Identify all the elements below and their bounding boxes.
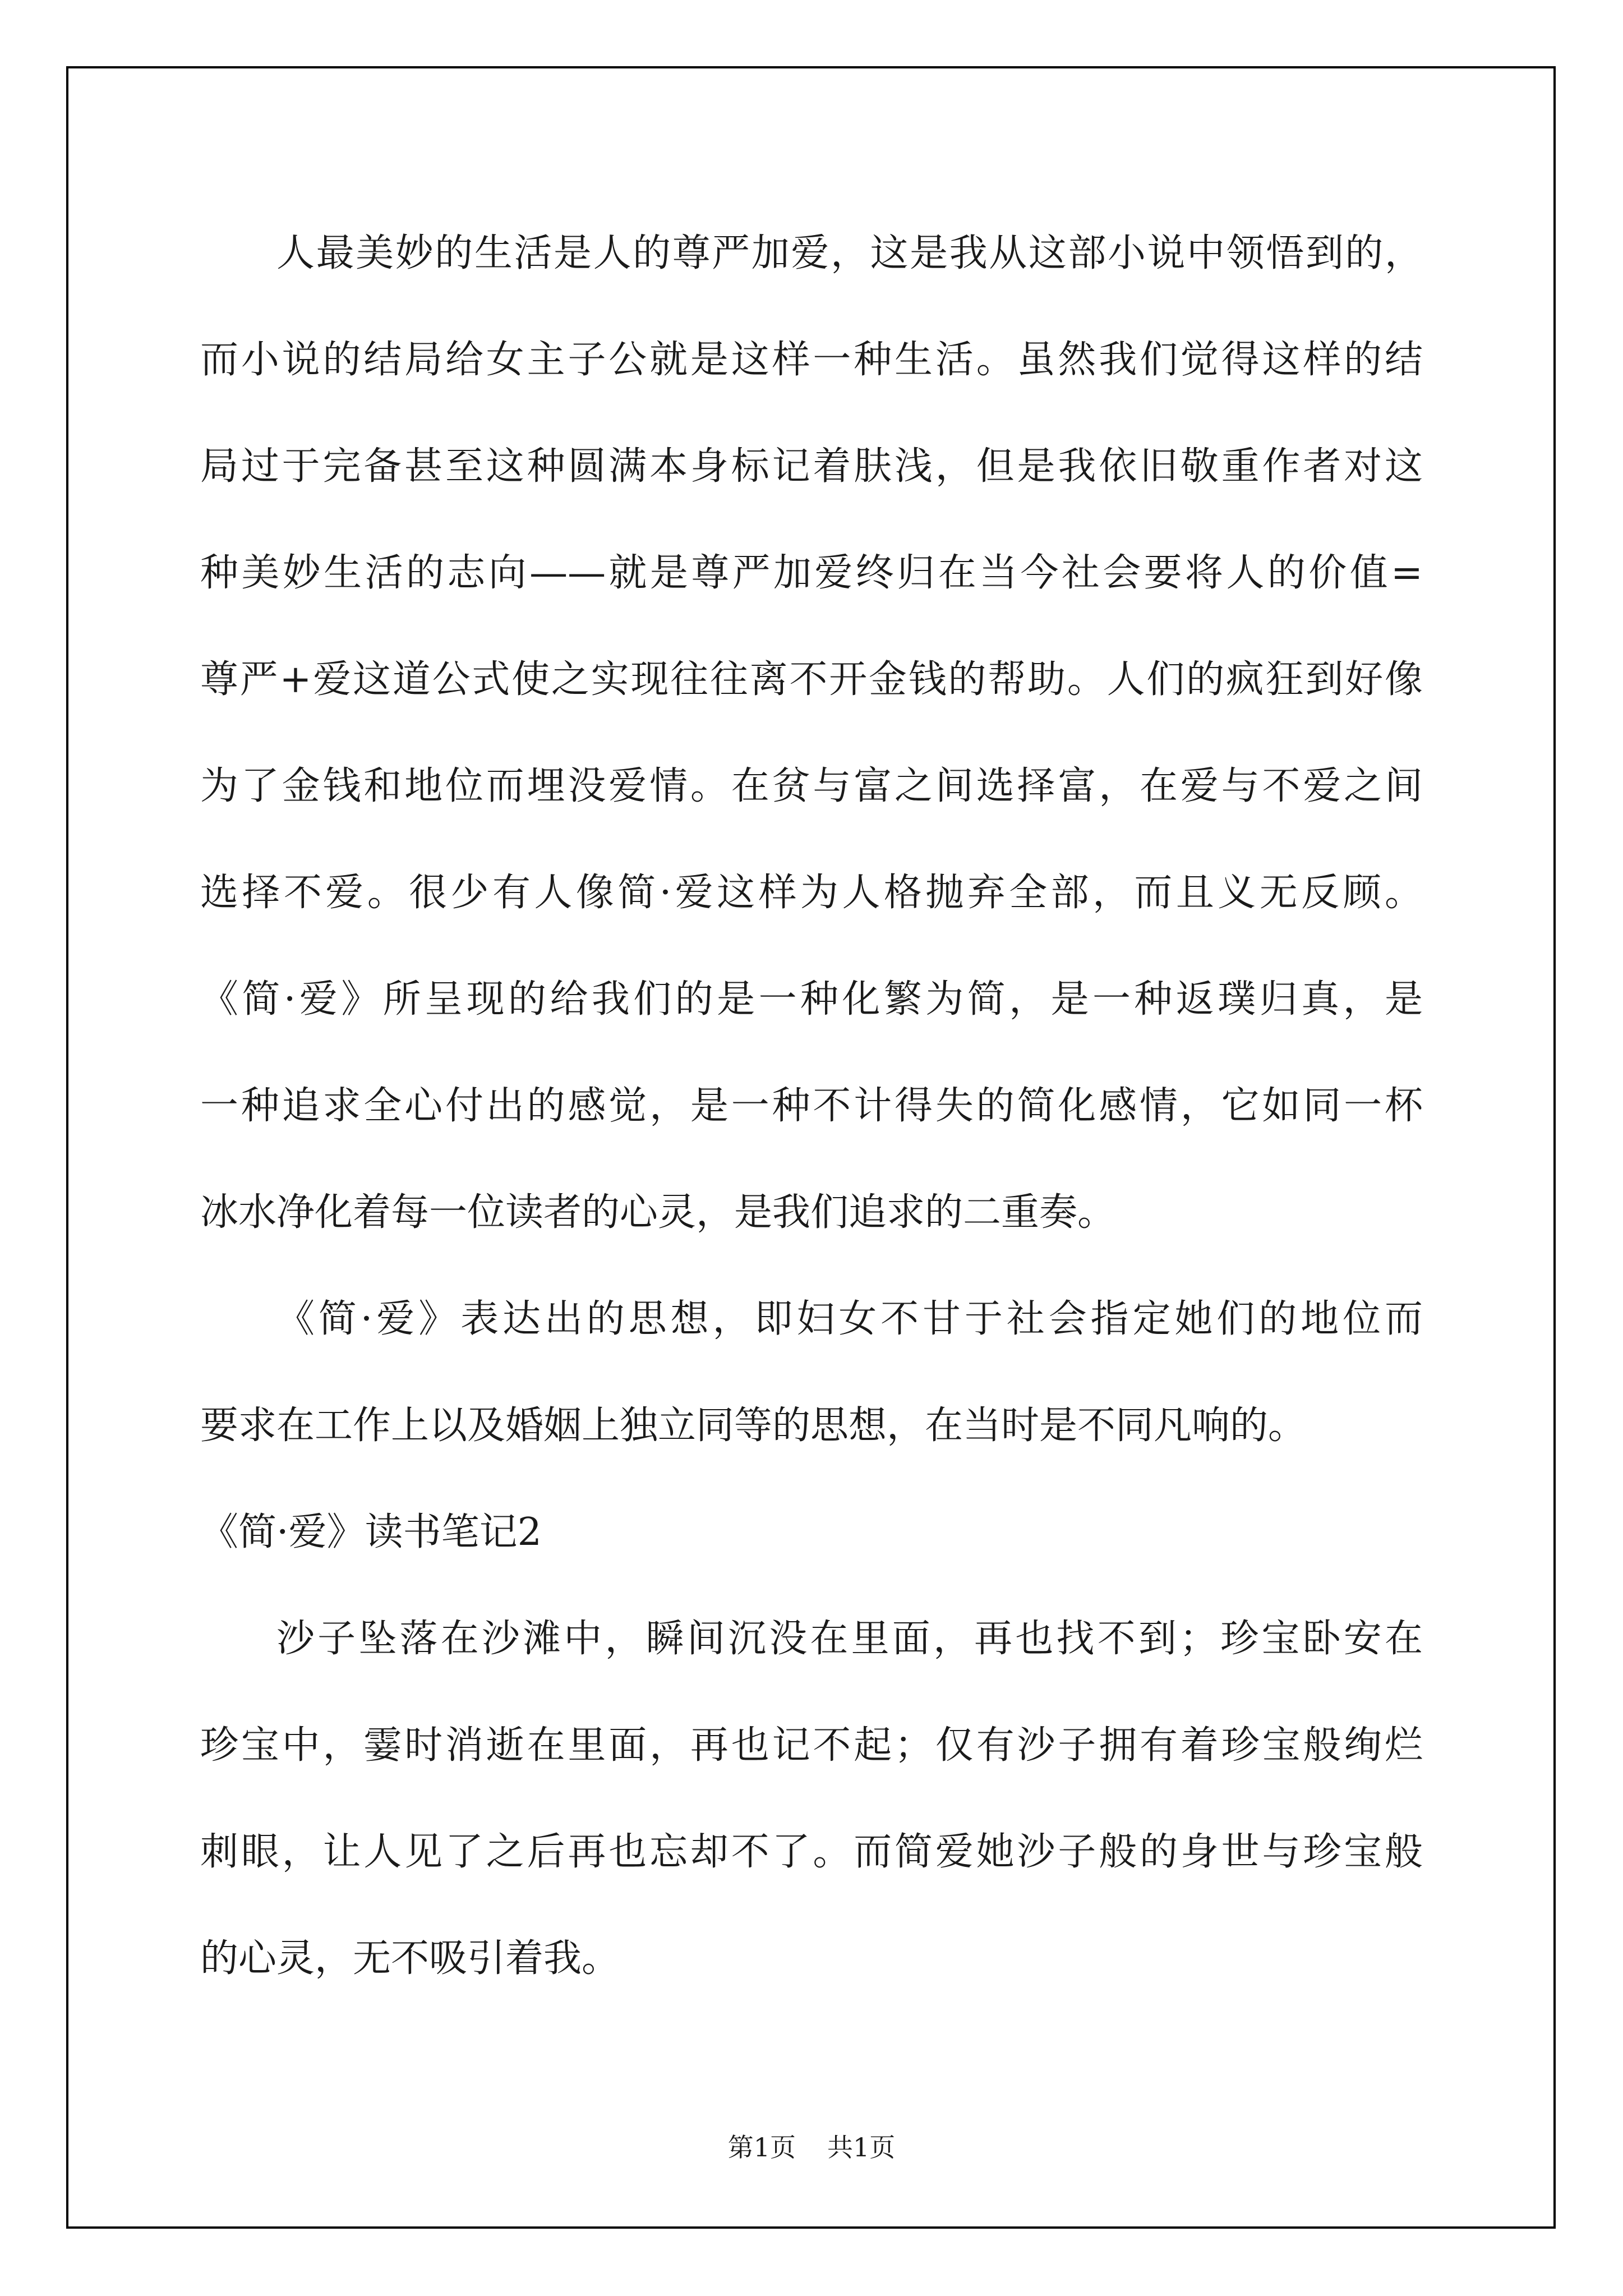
- paragraph-1-line-10: 冰水净化着每一位读者的心灵，是我们追求的二重奏。: [200, 1190, 1116, 1235]
- paragraph-1-line-9: 一种追求全心付出的感觉，是一种不计得失的简化感情，它如同一杯: [200, 1084, 1423, 1128]
- paragraph-1-line-4: 种美妙生活的志向——就是尊严加爱终归在当今社会要将人的价值=: [200, 551, 1423, 595]
- paragraph-1-line-1: 人最美妙的生活是人的尊严加爱，这是我从这部小说中领悟到的，: [276, 231, 1423, 275]
- paragraph-1-line-5: 尊严+爱这道公式使之实现往往离不开金钱的帮助。人们的疯狂到好像: [200, 657, 1423, 702]
- page-total: 共1页: [827, 2132, 896, 2162]
- page-number: 第1页: [727, 2132, 796, 2162]
- paragraph-1-line-3: 局过于完备甚至这种圆满本身标记着肤浅，但是我依旧敬重作者对这: [200, 444, 1423, 489]
- paragraph-1-line-6: 为了金钱和地位而埋没爱情。在贫与富之间选择富，在爱与不爱之间: [200, 764, 1423, 808]
- paragraph-3-line-1: 沙子坠落在沙滩中，瞬间沉没在里面，再也找不到；珍宝卧安在: [276, 1617, 1423, 1661]
- paragraph-1-line-2: 而小说的结局给女主子公就是这样一种生活。虽然我们觉得这样的结: [200, 338, 1423, 382]
- paragraph-1-line-7: 选择不爱。很少有人像简·爱这样为人格抛弃全部，而且义无反顾。: [200, 871, 1423, 915]
- paragraph-2-line-1: 《简·爱》表达出的思想，即妇女不甘于社会指定她们的地位而: [276, 1297, 1423, 1341]
- section-heading: 《简·爱》读书笔记2: [200, 1510, 542, 1554]
- page-border: [66, 66, 1556, 2229]
- paragraph-3-line-3: 刺眼，让人见了之后再也忘却不了。而简爱她沙子般的身世与珍宝般: [200, 1830, 1423, 1874]
- paragraph-1-line-8: 《简·爱》所呈现的给我们的是一种化繁为简，是一种返璞归真，是: [200, 977, 1423, 1022]
- paragraph-3-line-4: 的心灵，无不吸引着我。: [200, 1936, 620, 1981]
- paragraph-3-line-2: 珍宝中，霎时消逝在里面，再也记不起；仅有沙子拥有着珍宝般绚烂: [200, 1723, 1423, 1768]
- paragraph-2-line-2: 要求在工作上以及婚姻上独立同等的思想，在当时是不同凡响的。: [200, 1404, 1307, 1448]
- page-footer: [0, 2132, 1623, 2163]
